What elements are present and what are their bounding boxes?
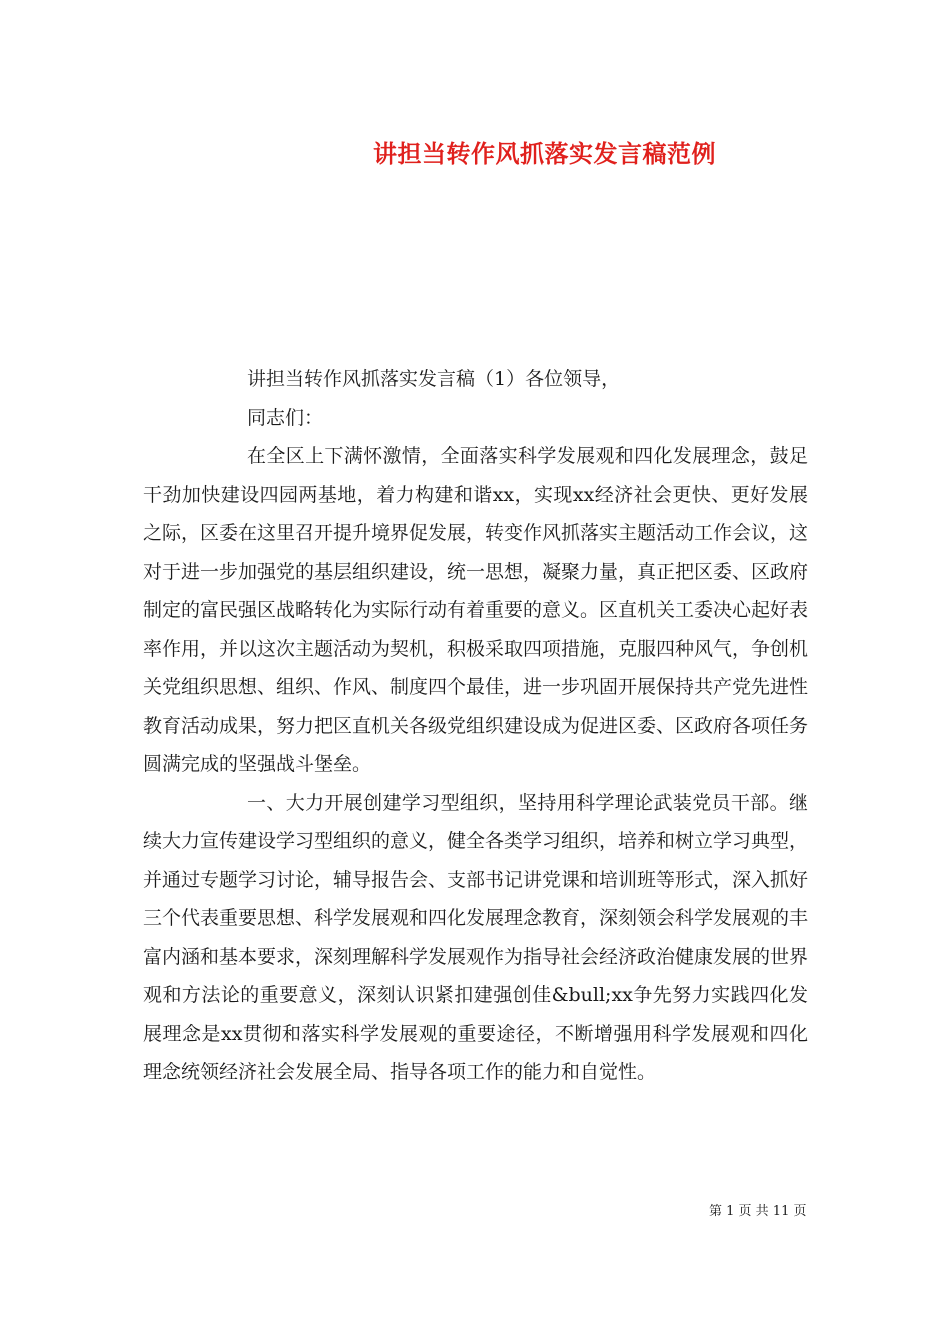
document-title: 讲担当转作风抓落实发言稿范例 bbox=[373, 139, 716, 168]
page-number-footer: 第 1 页 共 11 页 bbox=[709, 1204, 807, 1219]
paragraph-intro: 讲担当转作风抓落实发言稿（1）各位领导， bbox=[247, 368, 621, 390]
paragraph-section-one: 一、大力开展创建学习型组织，坚持用科学理论武装党员干部。继续大力宣传建设学习型组织的意义，健全各类学习组织，培养和树立学习典型，并通过专题学习讨论，辅导报告会、支部书记讲党课和培训班等形式，深入抓好三个代表重要思想、科学发展观和四化发展理念教育，深刻领会科学发展观的丰富内涵和基本要求，深刻理解科学发展观作为指导社会经济政治健康发展的世界观和方法论的重要意义，深刻认识紧扣建强创佳&bull;xx争先努力实践四化发展理念是xx贯彻和落实科学发展观的重要途径，不断增强用科学发展观和四化理念统领经济社会发展全局、指导各项工作的能力和自觉性。 bbox=[143, 791, 809, 1083]
paragraph-salutation: 同志们： bbox=[247, 406, 324, 429]
paragraph-opening: 在全区上下满怀激情，全面落实科学发展观和四化发展理念，鼓足干劲加快建设四园两基地，着力构建和谐xx，实现xx经济社会更快、更好发展之际，区委在这里召开提升境界促发展，转变作风抓落实主题活动工作会议，这对于进一步加强党的基层组织建设，统一思想，凝聚力量，真正把区委、区政府制定的富民强区战略转化为实际行动有着重要的意义。区直机关工委决心起好表率作用，并以这次主题活动为契机，积极采取四项措施，克服四种风气，争创机关党组织思想、组织、作风、制度四个最佳，进一步巩固开展保持共产党先进性教育活动成果，努力把区直机关各级党组织建设成为促进区委、区政府各项任务圆满完成的坚强战斗堡垒。 bbox=[143, 445, 809, 775]
document-body bbox=[143, 360, 808, 1092]
